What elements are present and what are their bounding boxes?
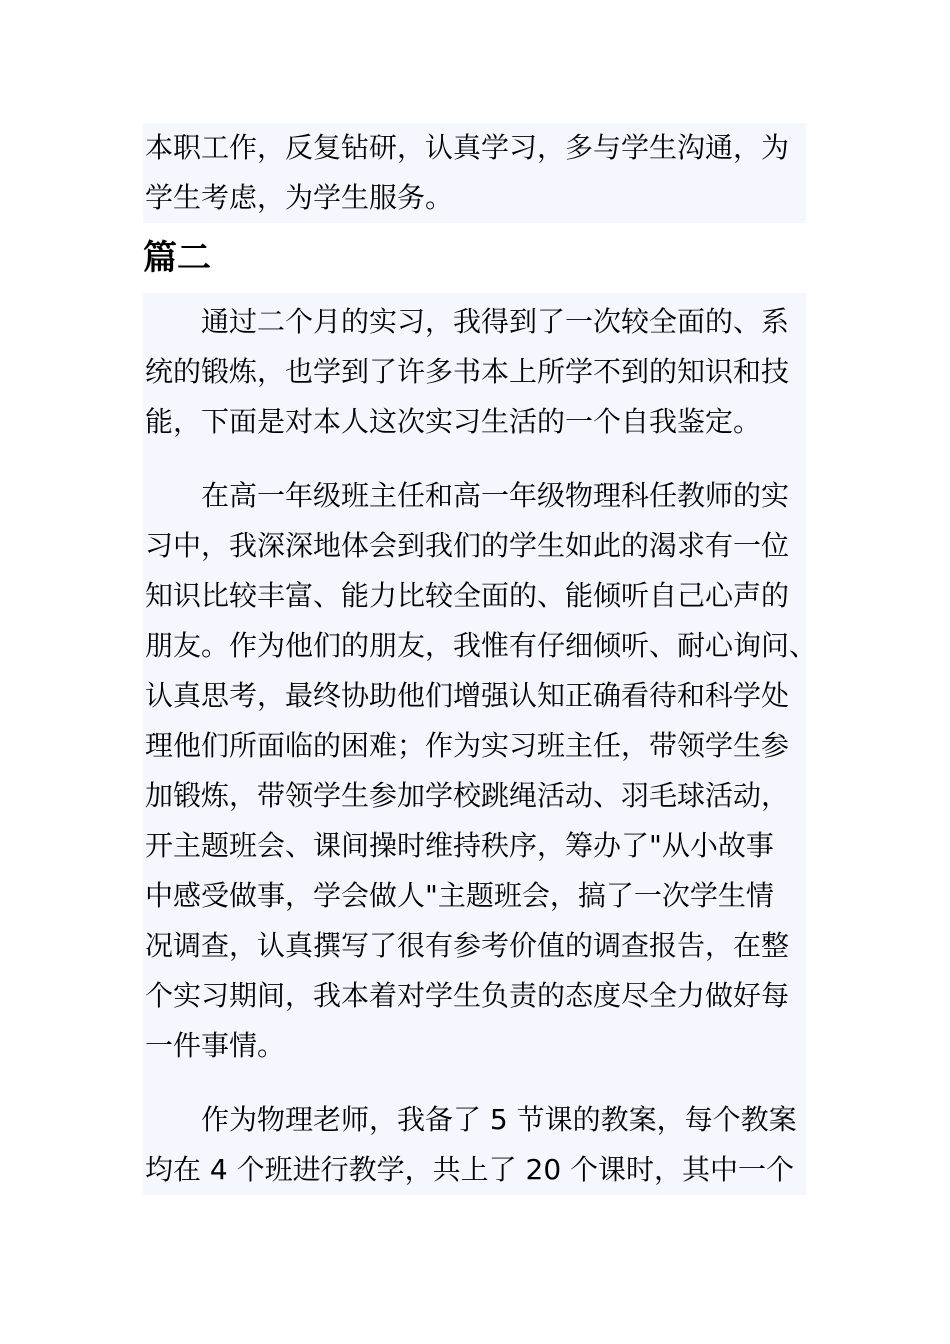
paragraph-previous	[143, 123, 806, 223]
text-line: 认真思考，最终协助他们增强认知正确看待和科学处	[145, 679, 790, 712]
text-line: 统的锻炼，也学到了许多书本上所学不到的知识和技	[145, 355, 790, 388]
text-line: 本职工作，反复钻研，认真学习，多与学生沟通，为	[145, 131, 790, 164]
text-line: 中感受做事，学会做人"主题班会，搞了一次学生情	[145, 879, 774, 912]
text-line: 能，下面是对本人这次实习生活的一个自我鉴定。	[145, 405, 762, 438]
text-line: 均在 4 个班进行教学，共上了 20 个课时，其中一个	[145, 1153, 795, 1186]
paragraph-1	[143, 293, 818, 1195]
text-line: 理他们所面临的困难；作为实习班主任，带领学生参	[145, 729, 790, 762]
text-line: 通过二个月的实习，我得到了一次较全面的、系	[201, 305, 790, 338]
document-body	[143, 123, 818, 1195]
text-line: 习中，我深深地体会到我们的学生如此的渴求有一位	[145, 529, 790, 562]
text-line: 加锻炼，带领学生参加学校跳绳活动、羽毛球活动，	[145, 779, 790, 812]
section-heading: 篇二	[143, 223, 806, 293]
text-line: 朋友。作为他们的朋友，我惟有仔细倾听、耐心询问、	[145, 629, 818, 662]
text-line: 个实习期间，我本着对学生负责的态度尽全力做好每	[145, 979, 790, 1012]
text-line: 在高一年级班主任和高一年级物理科任教师的实	[201, 479, 790, 512]
text-line: 知识比较丰富、能力比较全面的、能倾听自己心声的	[145, 579, 790, 612]
text-line: 开主题班会、课间操时维持秩序，筹办了"从小故事	[145, 829, 774, 862]
text-line: 一件事情。	[145, 1029, 286, 1062]
text-line: 作为物理老师，我备了 5 节课的教案，每个教案	[201, 1103, 797, 1136]
text-line: 况调查，认真撰写了很有参考价值的调查报告，在整	[145, 929, 790, 962]
text-line: 学生考虑，为学生服务。	[145, 181, 454, 214]
